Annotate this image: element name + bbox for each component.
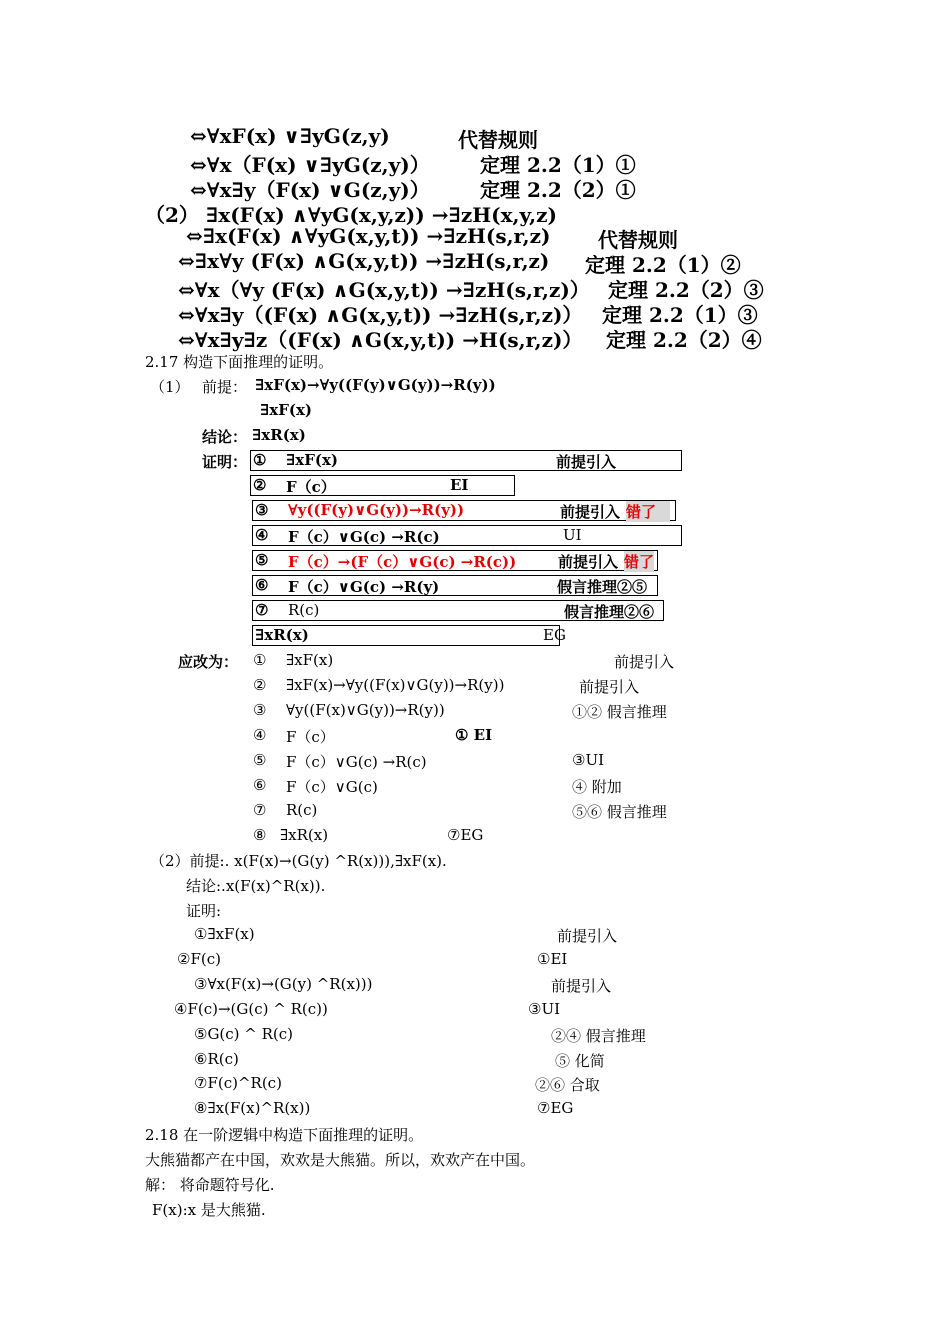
step-reason: UI — [563, 526, 582, 544]
p2-step-reason: ⑦EG — [537, 1099, 574, 1117]
part-2-proof-label: 证明: — [186, 902, 222, 920]
step-reason: EG — [543, 626, 566, 644]
p2-step-reason: ①EI — [537, 950, 568, 968]
derivation-line: ⇔∃x∀y (F(x) ∧G(x,y,t)) →∃zH(s,r,z) — [178, 249, 550, 273]
step-number: ⑤ — [255, 551, 269, 569]
step-reason: ③UI — [572, 751, 605, 769]
step-reason: 前提引入 — [614, 653, 675, 671]
step-reason: ①② 假言推理 — [572, 703, 667, 721]
step-reason: 假言推理②⑥ — [564, 603, 655, 621]
step-formula: ∃xF(x) — [286, 651, 334, 669]
p2-step-reason: 前提引入 — [557, 927, 618, 945]
derivation-reason: 代替规则 — [458, 128, 538, 152]
section-title-2-17: 2.17 构造下面推理的证明。 — [145, 353, 334, 371]
p2-step-formula: ⑧∃x(F(x)^R(x)) — [194, 1099, 311, 1117]
derivation-line: （2） ∃x(F(x) ∧∀yG(x,y,z)) →∃zH(x,y,z) — [145, 203, 557, 227]
section-title-2-18: 2.18 在一阶逻辑中构造下面推理的证明。 — [145, 1126, 424, 1144]
step-number: ⑤ — [253, 751, 267, 769]
derivation-reason: 定理 2.2（2）④ — [606, 328, 762, 352]
derivation-line: ⇔∀x∃y（F(x) ∨G(z,y)） — [190, 178, 430, 202]
solution-intro: 解： 将命题符号化. — [145, 1176, 275, 1194]
part-2-premise: （2）前提:. x(F(x)→(G(y) ^R(x))),∃xF(x). — [150, 852, 447, 870]
step-formula: ∃xF(x) — [286, 451, 339, 469]
derivation-reason: 定理 2.2（1）① — [480, 153, 636, 177]
derivation-reason: 定理 2.2（1）② — [585, 253, 741, 277]
error-mark: 错了 — [626, 501, 670, 522]
step-reason: ④ 附加 — [572, 778, 622, 796]
step-reason: 假言推理②⑤ — [557, 578, 648, 596]
p2-step-reason: 前提引入 — [551, 977, 612, 995]
step-number: ⑦ — [255, 601, 269, 619]
derivation-reason: 代替规则 — [598, 228, 678, 252]
p2-step-formula: ⑦F(c)^R(c) — [194, 1074, 282, 1092]
derivation-reason: 定理 2.2（2）③ — [608, 278, 764, 302]
step-formula: R(c) — [288, 601, 320, 619]
step-formula: F（c） — [286, 728, 335, 746]
step-reason: 前提引入 — [560, 503, 621, 521]
predicate-definition: F(x):x 是大熊猫. — [152, 1201, 266, 1219]
p2-step-formula: ⑥R(c) — [194, 1050, 239, 1068]
conclusion: ∃xR(x) — [252, 426, 306, 444]
step-formula-wrong: F（c）→(F（c）∨G(c) →R(c)) — [288, 553, 517, 571]
step-formula: F（c）∨G(c) — [286, 778, 378, 796]
p2-step-reason: ⑤ 化简 — [555, 1052, 605, 1070]
p2-step-formula: ④F(c)→(G(c) ^ R(c)) — [174, 1000, 328, 1018]
problem-statement: 大熊猫都产在中国，欢欢是大熊猫。所以，欢欢产在中国。 — [145, 1151, 536, 1169]
step-number: ① — [253, 451, 267, 469]
p2-step-formula: ②F(c) — [177, 950, 221, 968]
step-number: ② — [253, 476, 267, 494]
p2-step-formula: ⑤G(c) ^ R(c) — [194, 1025, 294, 1043]
step-formula: R(c) — [286, 801, 318, 819]
p2-step-reason: ③UI — [528, 1000, 561, 1018]
step-number: ② — [253, 676, 267, 694]
derivation-reason: 定理 2.2（1）③ — [602, 303, 758, 327]
p2-step-formula: ③∀x(F(x)→(G(y) ^R(x))) — [194, 975, 373, 993]
step-number: ④ — [255, 526, 269, 544]
step-formula: ∃xF(x)→∀y((F(x)∨G(y))→R(y)) — [286, 676, 505, 694]
step-formula: ∃xR(x) — [280, 826, 329, 844]
derivation-line: ⇔∃x(F(x) ∧∀yG(x,y,t)) →∃zH(s,r,z) — [186, 224, 551, 248]
p2-step-reason: ②⑥ 合取 — [535, 1076, 600, 1094]
error-mark: 错了 — [624, 553, 655, 571]
step-number: ⑥ — [253, 776, 267, 794]
step-reason: ⑤⑥ 假言推理 — [572, 803, 667, 821]
step-number: ③ — [255, 501, 269, 519]
part-2-conclusion: 结论:.x(F(x)^R(x)). — [186, 877, 326, 895]
conclusion-label: 结论： — [202, 428, 248, 446]
premise-label: 前提： — [202, 378, 248, 396]
p2-step-reason: ②④ 假言推理 — [551, 1027, 646, 1045]
step-formula: F（c）∨G(c) →R(c) — [288, 528, 440, 546]
derivation-line: ⇔∀x∃y（(F(x) ∧G(x,y,t)) →∃zH(s,r,z)） — [178, 303, 583, 327]
step-reason: ⑦EG — [447, 826, 484, 844]
step-formula: F（c） — [286, 478, 336, 496]
step-formula: F（c）∨G(c) →R(c) — [286, 753, 427, 771]
step-formula: F（c）∨G(c) →R(y) — [288, 578, 440, 596]
derivation-line: ⇔∀x（∀y (F(x) ∧G(x,y,t)) →∃zH(s,r,z)） — [178, 278, 590, 302]
derivation-line: ⇔∀xF(x) ∨∃yG(z,y) — [190, 124, 390, 148]
derivation-line: ⇔∀x∃y∃z（(F(x) ∧G(x,y,t)) →H(s,r,z)） — [178, 328, 583, 352]
premise-1: ∃xF(x)→∀y((F(y)∨G(y))→R(y)) — [255, 376, 496, 394]
step-reason: ① EI — [455, 726, 493, 744]
step-number: ① — [253, 651, 267, 669]
step-number: ⑦ — [253, 801, 267, 819]
step-formula: ∃xR(x) — [255, 626, 309, 644]
step-number: ⑧ — [253, 826, 267, 844]
step-reason: 前提引入 — [579, 678, 640, 696]
step-reason: EI — [450, 476, 469, 494]
p2-step-formula: ①∃xF(x) — [194, 925, 255, 943]
step-number: ③ — [253, 701, 267, 719]
proof-label: 证明： — [202, 453, 248, 471]
derivation-line: ⇔∀x（F(x) ∨∃yG(z,y)） — [190, 153, 430, 177]
step-reason: 前提引入 — [558, 553, 619, 571]
derivation-reason: 定理 2.2（2）① — [480, 178, 636, 202]
step-number: ④ — [253, 726, 267, 744]
step-formula: ∀y((F(x)∨G(y))→R(y)) — [286, 701, 445, 719]
part-label: （1） — [150, 378, 190, 396]
step-reason: 前提引入 — [556, 453, 617, 471]
correction-label: 应改为： — [178, 653, 239, 671]
step-number: ⑥ — [255, 576, 269, 594]
step-formula-wrong: ∀y((F(y)∨G(y))→R(y)) — [288, 501, 465, 519]
premise-2: ∃xF(x) — [260, 401, 313, 419]
